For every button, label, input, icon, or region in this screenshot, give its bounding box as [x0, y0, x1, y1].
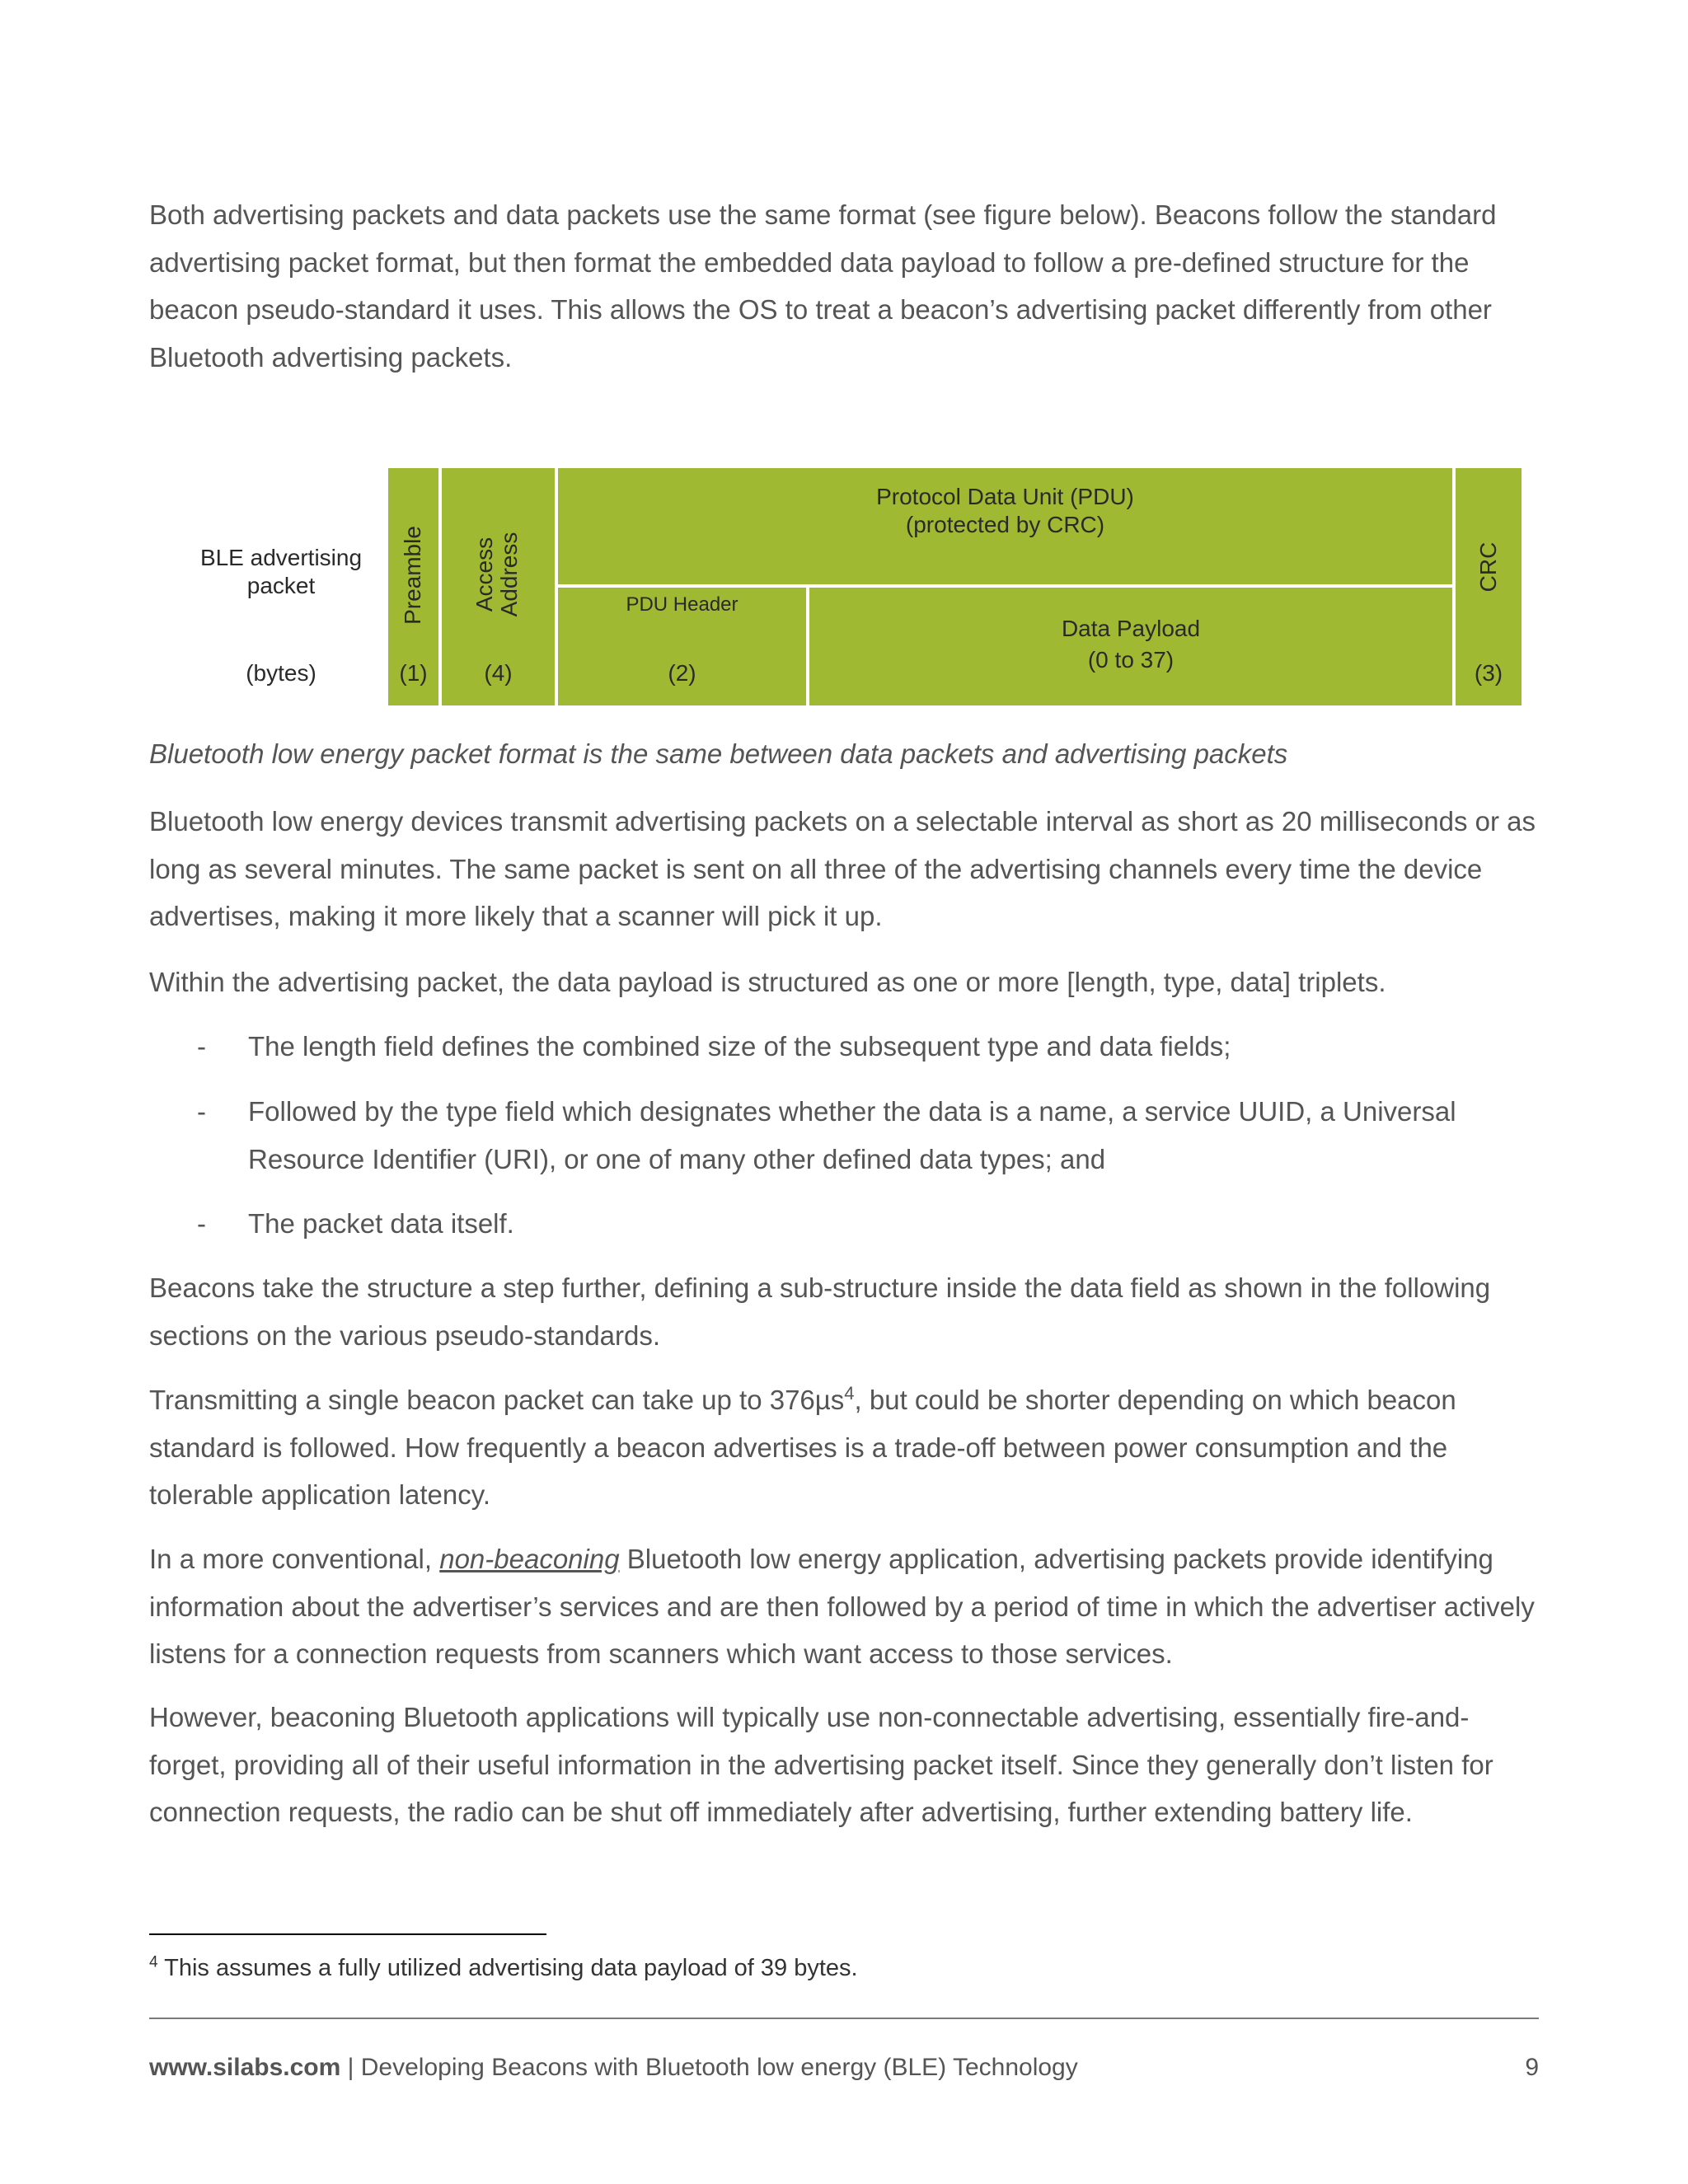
p6-text-after: Bluetooth low energy application, advertising packets provide identifying information about the advertiser’s services and are then followed by a period of time in which the advertiser actively listens for a connection requests from scanners which want access to those services. [149, 1544, 1535, 1669]
access-address-line2: Address [496, 532, 522, 617]
bullet-dash: - [197, 1096, 206, 1127]
preamble-bytes: (1) [399, 660, 428, 686]
p5-text-before: Transmitting a single beacon packet can take up to 376µs [149, 1385, 845, 1415]
paragraph-advertising-interval: Bluetooth low energy devices transmit advertising packets on a selectable interval as short as 20 milliseconds or as long as several minutes. The same packet is sent on all three of the advertising channels every time the device advertises, making it more likely that a scanner will pick it up. [149, 806, 1536, 931]
page-number: 9 [1525, 2054, 1539, 2081]
pdu-header-label: PDU Header [626, 593, 738, 616]
paragraph-non-beaconing [149, 1535, 1539, 1678]
access-address-label [472, 517, 523, 632]
bullet-dash: - [197, 1208, 206, 1239]
footer-separator: | [340, 2054, 361, 2081]
data-payload-label [809, 613, 1452, 676]
row-label-line1: BLE advertising [199, 545, 363, 570]
data-payload-line2: (0 to 37) [1087, 647, 1175, 673]
figure-caption: Bluetooth low energy packet format is the same between data packets and advertising packets [149, 738, 1288, 769]
crc-label: CRC [1475, 541, 1501, 593]
paragraph-triplets: Within the advertising packet, the data payload is structured as one or more [length, type, data] triplets. [149, 967, 1386, 997]
footnote-text: This assumes a fully utilized advertising data payload of 39 bytes. [157, 1955, 858, 1981]
preamble-label: Preamble [400, 526, 425, 625]
page-footer [149, 2051, 1539, 2084]
paragraph-substructure: Beacons take the structure a step further, defining a sub-structure inside the data field as shown in the following sections on the various pseudo-standards. [149, 1272, 1491, 1351]
bullet-text: Followed by the type field which designates whether the data is a name, a service UUID, a Universal Resource Identifier (URI), or one of many other defined data types; and [248, 1096, 1456, 1174]
bullet-text: The packet data itself. [248, 1208, 514, 1239]
row-label-line2: packet [246, 573, 316, 598]
footer-divider [149, 2018, 1539, 2019]
footer-site-link[interactable]: www.silabs.com [149, 2054, 341, 2081]
row-label [182, 544, 380, 600]
paragraph-intro: Both advertising packets and data packets use the same format (see figure below). Beacons follow the standard advertising packet format, but then format the embedded data payload to follow a pre-defined structure for the beacon pseudo-standard it uses. This allows the OS to treat a beacon’s advertising packet differently from other Bluetooth advertising packets. [149, 199, 1497, 373]
crc-bytes: (3) [1474, 660, 1503, 686]
access-address-bytes: (4) [484, 660, 513, 686]
pdu-header-bytes: (2) [668, 660, 696, 686]
footnote-reference[interactable]: 4 [844, 1383, 855, 1404]
bullet-text: The length field defines the combined size of the subsequent type and data fields; [248, 1031, 1231, 1062]
p6-text-before: In a more conventional, [149, 1544, 440, 1574]
footnote [149, 1952, 858, 1985]
footnote-divider [149, 1933, 546, 1935]
footer-document-title: Developing Beacons with Bluetooth low energy (BLE) Technology [360, 2054, 1078, 2081]
footnote-mark: 4 [149, 1953, 158, 1971]
paragraph-transmit-time [149, 1376, 1539, 1519]
paragraph-beaconing-apps: However, beaconing Bluetooth applications will typically use non-connectable advertising, essentially fire-and-forget, providing all of their useful information in the advertising packet itself. Since they generally don’t listen for connection requests, the radio can be shut off immediately after advertising, further extending battery life. [149, 1702, 1493, 1827]
bytes-label: (bytes) [246, 660, 316, 686]
pdu-label-line2: (protected by CRC) [905, 512, 1105, 537]
pdu-label-line1: Protocol Data Unit (PDU) [876, 484, 1134, 509]
bullet-dash: - [197, 1031, 206, 1062]
data-payload-line1: Data Payload [1061, 616, 1201, 641]
ble-packet-diagram [149, 468, 1539, 705]
pdu-label [558, 483, 1452, 539]
non-beaconing-link[interactable]: non-beaconing [439, 1544, 620, 1574]
p5-text-after: , but could be shorter depending on which beacon standard is followed. How frequently a beacon advertises is a trade-off between power consumption and the tolerable application latency. [149, 1385, 1456, 1510]
access-address-line1: Access [471, 537, 497, 612]
